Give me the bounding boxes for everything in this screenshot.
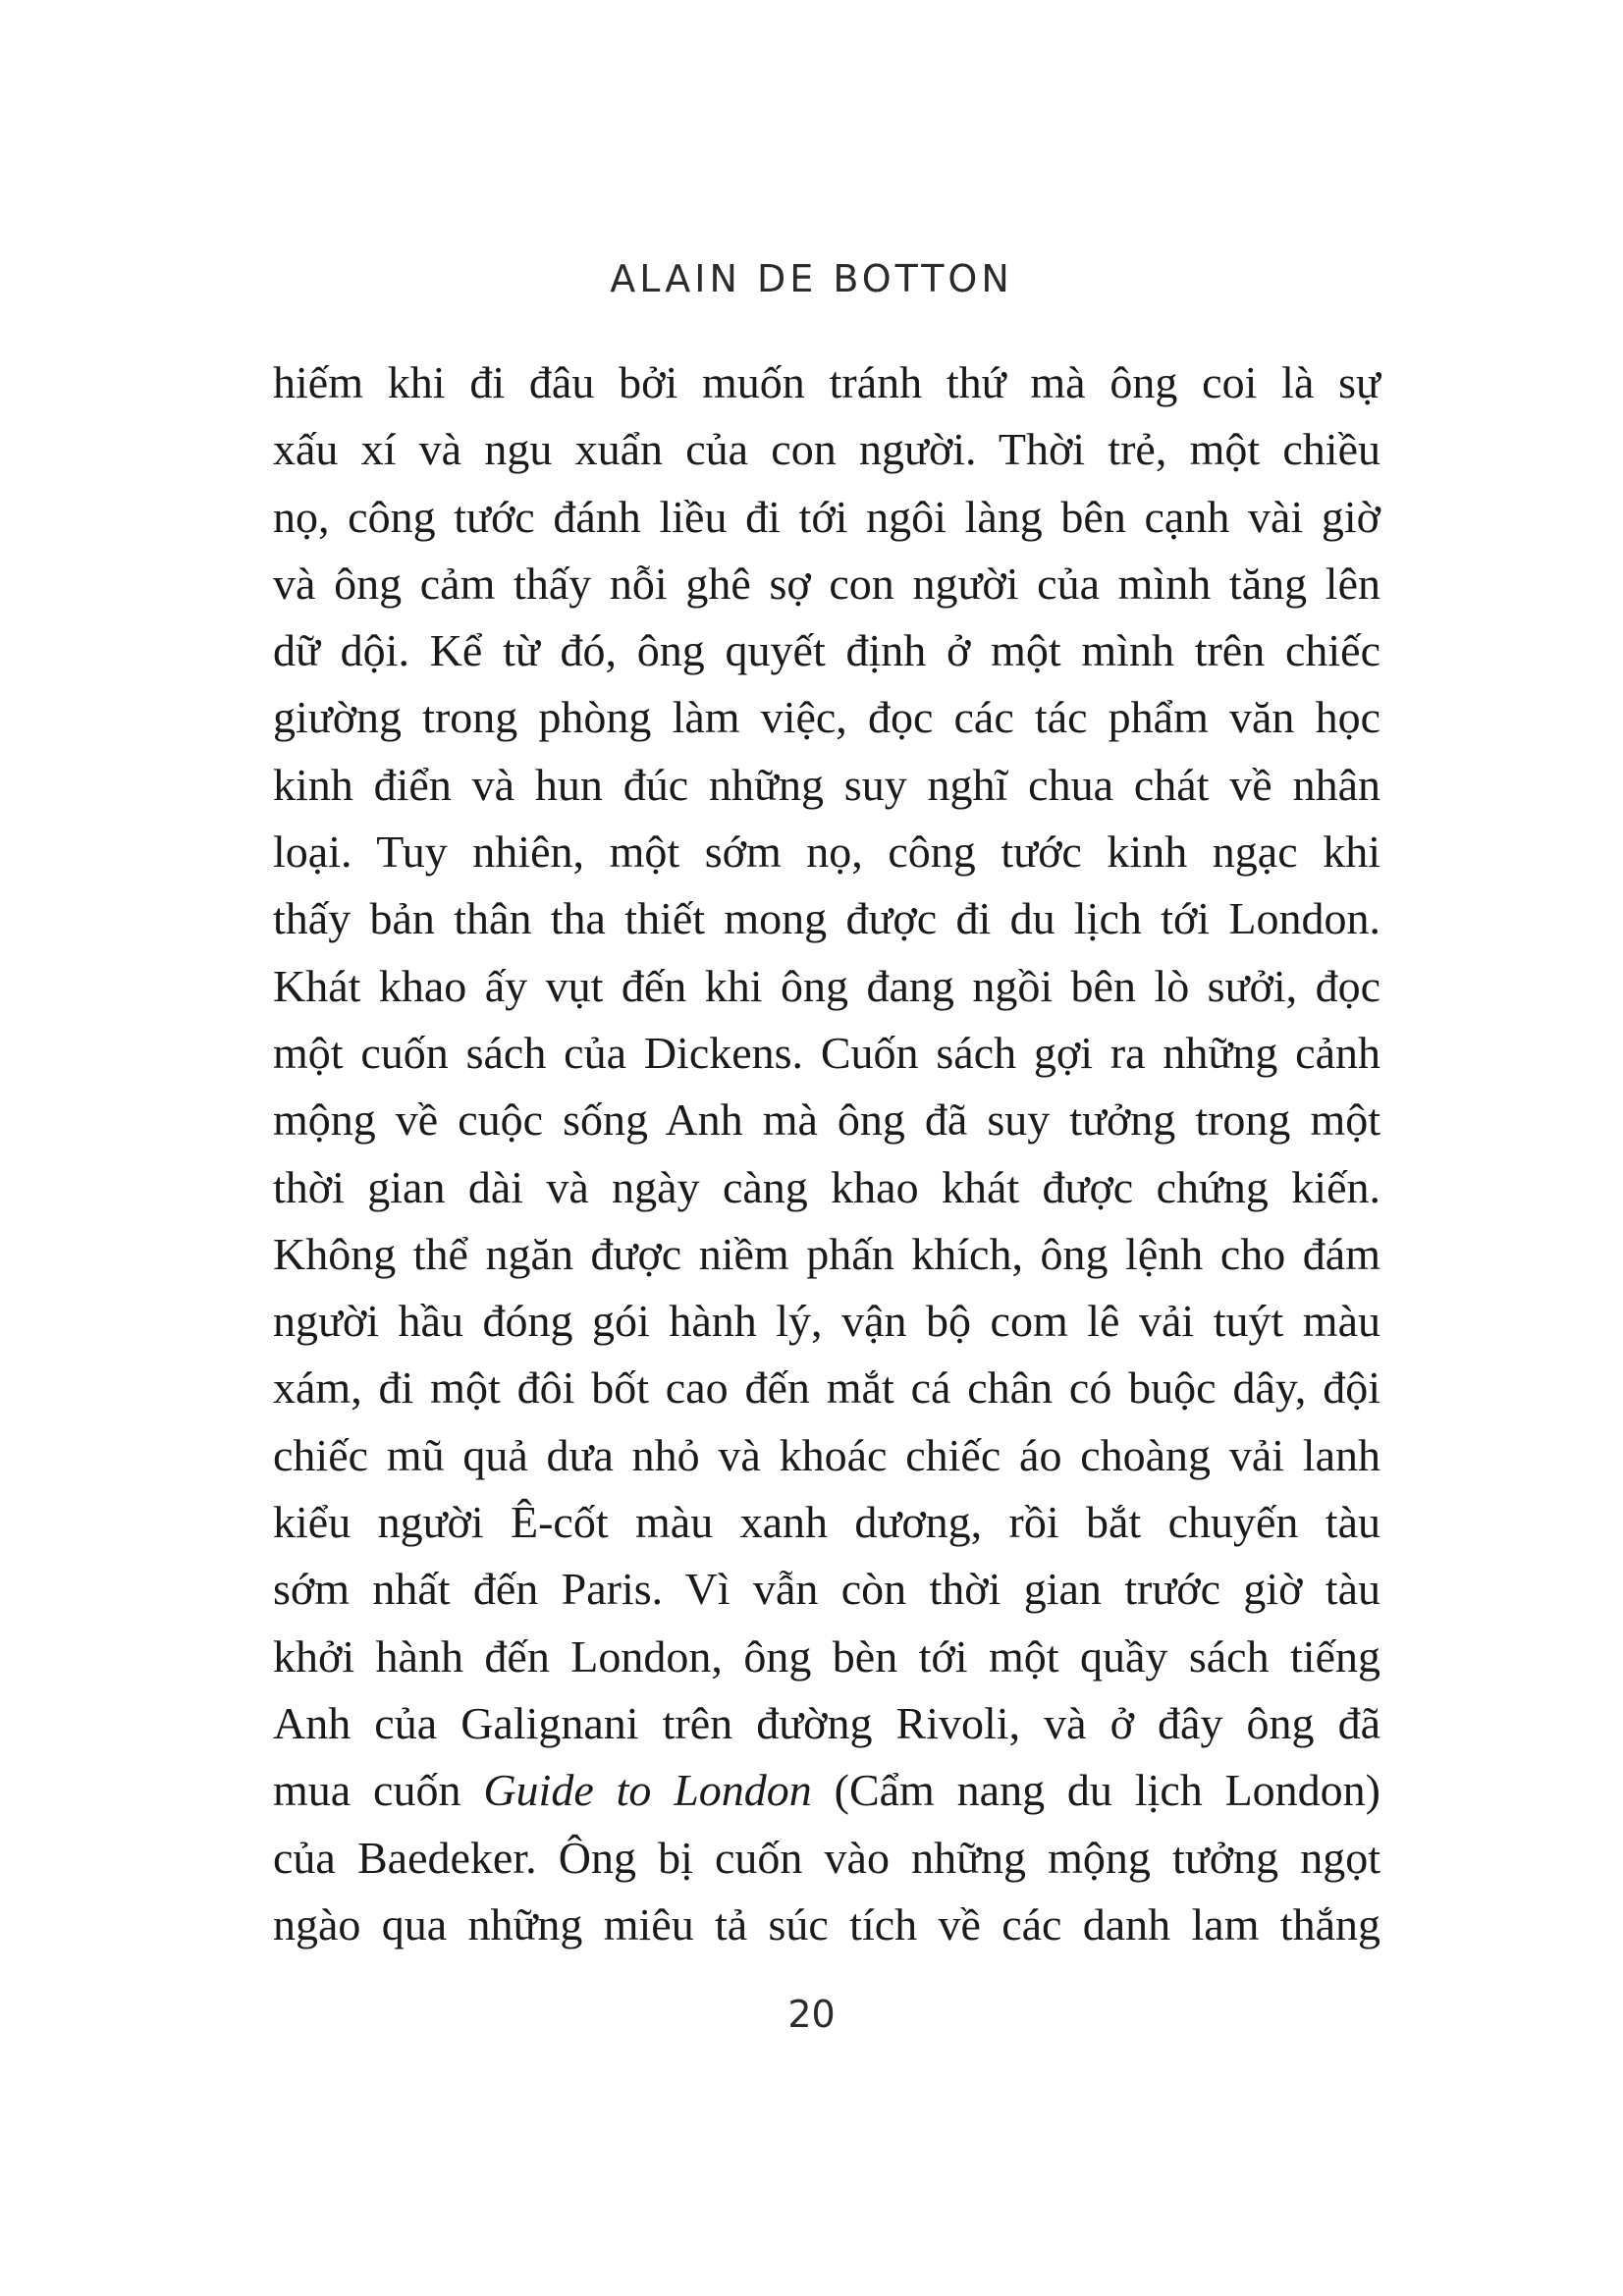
text-line: người hầu đóng gói hành lý, vận bộ com lê vải tuýt màu bbox=[273, 1296, 1380, 1347]
book-title-italic: Guide to London bbox=[483, 1765, 812, 1816]
text-line: hiếm khi đi đâu bởi muốn tránh thứ mà ông coi là sự bbox=[273, 357, 1380, 407]
text-line: một cuốn sách của Dickens. Cuốn sách gợi ra những cảnh bbox=[273, 1027, 1380, 1078]
running-header: ALAIN DE BOTTON bbox=[610, 257, 1013, 300]
text-line: kiểu người Ê-cốt màu xanh dương, rồi bắt chuyến tàu bbox=[273, 1497, 1380, 1548]
text-line: của Baedeker. Ông bị cuốn vào những mộng tưởng ngọt bbox=[273, 1832, 1380, 1883]
text-line: ngào qua những miêu tả súc tích về các danh lam thắng bbox=[273, 1898, 1380, 1949]
text-line: mộng về cuộc sống Anh mà ông đã suy tưởng trong một bbox=[273, 1095, 1380, 1146]
text-line: kinh điển và hun đúc những suy nghĩ chua chát về nhân bbox=[273, 759, 1380, 810]
text-line: nọ, công tước đánh liều đi tới ngôi làng bên cạnh vài giờ bbox=[273, 491, 1380, 542]
text-line: dữ dội. Kể từ đó, ông quyết định ở một mình trên chiếc bbox=[273, 625, 1380, 676]
text-line: loại. Tuy nhiên, một sớm nọ, công tước kinh ngạc khi bbox=[273, 827, 1380, 878]
text-line: Khát khao ấy vụt đến khi ông đang ngồi bên lò sưởi, đọc bbox=[273, 960, 1380, 1011]
text-line: xám, đi một đôi bốt cao đến mắt cá chân có buộc dây, đội bbox=[273, 1362, 1380, 1414]
text-line: thời gian dài và ngày càng khao khát được chứng kiến. bbox=[273, 1161, 1380, 1212]
body-text bbox=[273, 349, 1380, 1958]
text-line: Anh của Galignani trên đường Rivoli, và ở đây ông đã bbox=[273, 1697, 1380, 1748]
text-line: sớm nhất đến Paris. Vì vẫn còn thời gian trước giờ tàu bbox=[273, 1564, 1380, 1615]
text-segment: (Cẩm nang du lịch London) bbox=[834, 1765, 1381, 1816]
text-line: thấy bản thân tha thiết mong được đi du lịch tới London. bbox=[273, 893, 1380, 944]
text-line-with-title bbox=[273, 1757, 1380, 1824]
page-number: 20 bbox=[787, 1993, 836, 2036]
text-segment: mua cuốn bbox=[273, 1765, 461, 1816]
text-line: Không thể ngăn được niềm phấn khích, ông lệnh cho đám bbox=[273, 1228, 1380, 1279]
text-line: xấu xí và ngu xuẩn của con người. Thời trẻ, một chiều bbox=[273, 424, 1380, 475]
text-line: giường trong phòng làm việc, đọc các tác phẩm văn học bbox=[273, 692, 1380, 743]
text-line: và ông cảm thấy nỗi ghê sợ con người của mình tăng lên bbox=[273, 558, 1380, 609]
text-line: khởi hành đến London, ông bèn tới một quầy sách tiếng bbox=[273, 1630, 1380, 1682]
text-line: chiếc mũ quả dưa nhỏ và khoác chiếc áo choàng vải lanh bbox=[273, 1429, 1380, 1480]
